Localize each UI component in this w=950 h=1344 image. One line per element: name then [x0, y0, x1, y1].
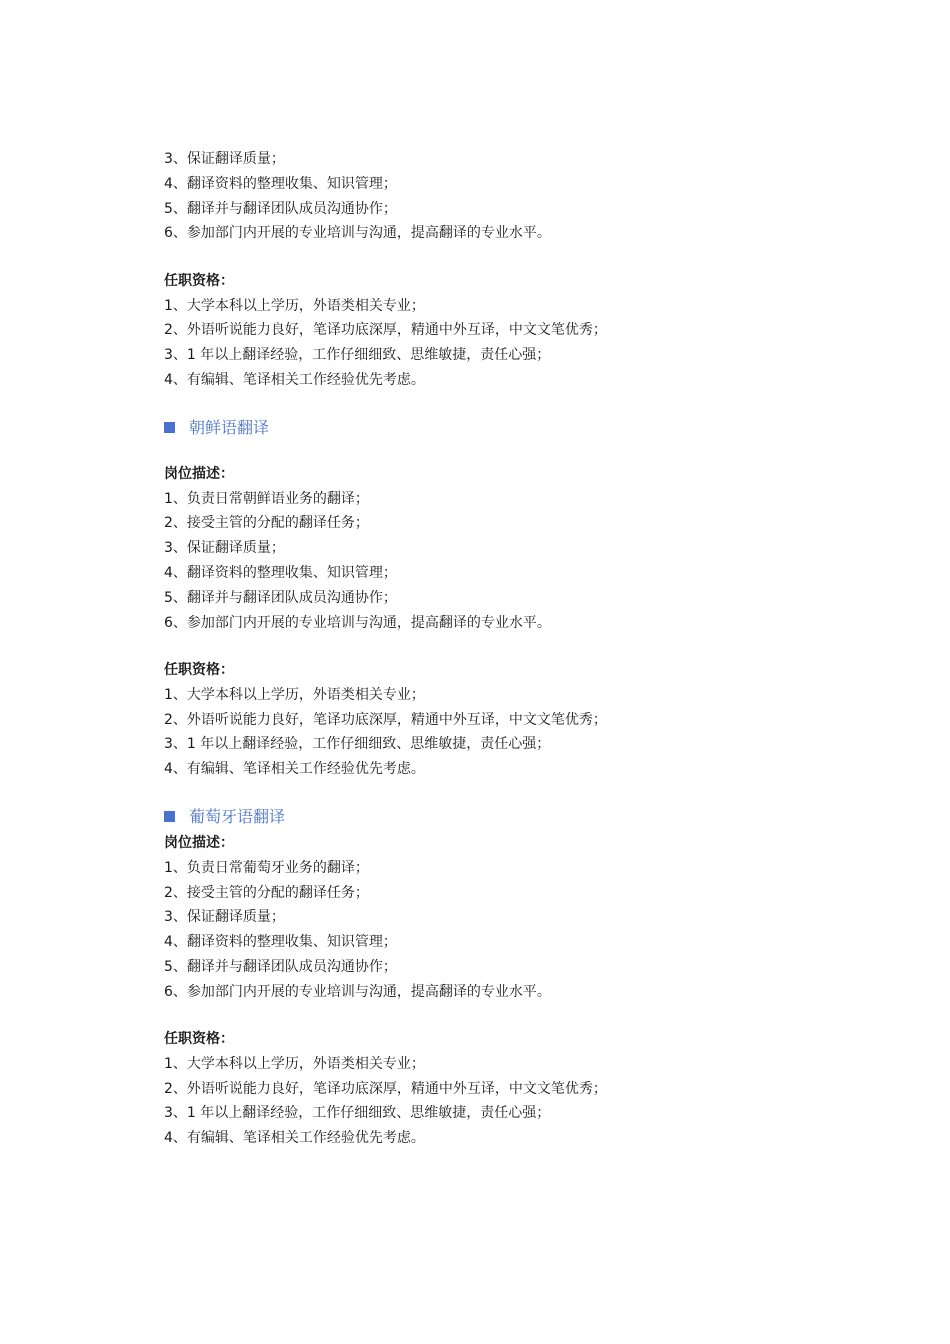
spacer [164, 1005, 864, 1028]
spacer [164, 782, 864, 803]
spacer [164, 442, 864, 462]
req-item: 2、外语听说能力良好，笔译功底深厚，精通中外互译，中文文笔优秀； [164, 711, 607, 728]
desc-item: 1、负责日常朝鲜语业务的翻译； [164, 490, 369, 507]
req-item: 1、大学本科以上学历，外语类相关专业； [164, 297, 425, 314]
req-item: 2、外语听说能力良好，笔译功底深厚，精通中外互译，中文文笔优秀； [164, 322, 607, 339]
desc-item: 3、保证翻译质量； [164, 909, 285, 926]
req-item: 1、大学本科以上学历，外语类相关专业； [164, 1055, 425, 1072]
desc-item: 5、翻译并与翻译团队成员沟通协作； [164, 589, 397, 606]
section-title: 朝鲜语翻译 [189, 417, 270, 437]
desc-item: 6、参加部门内开展的专业培训与沟通，提高翻译的专业水平。 [164, 614, 551, 631]
description-label: 岗位描述： [164, 465, 234, 482]
spacer [164, 393, 864, 414]
desc-item: 3、保证翻译质量； [164, 540, 285, 557]
section-korean-translator [164, 414, 864, 782]
requirements-label: 任职资格： [164, 661, 234, 678]
req-item: 2、外语听说能力良好，笔译功底深厚，精通中外互译，中文文笔优秀； [164, 1080, 607, 1097]
section-title: 葡萄牙语翻译 [189, 806, 286, 826]
spacer [164, 246, 864, 269]
document-page [164, 147, 864, 1151]
req-item: 1、大学本科以上学历，外语类相关专业； [164, 686, 425, 703]
section-heading [164, 803, 864, 831]
req-item: 3、1 年以上翻译经验，工作仔细细致、思维敏捷，责任心强； [164, 347, 551, 364]
req-item: 4、有编辑、笔译相关工作经验优先考虑。 [164, 761, 425, 778]
desc-item: 4、翻译资料的整理收集、知识管理； [164, 175, 397, 192]
req-item: 4、有编辑、笔译相关工作经验优先考虑。 [164, 371, 425, 388]
desc-item: 3、保证翻译质量； [164, 151, 285, 167]
req-item: 3、1 年以上翻译经验，工作仔细细致、思维敏捷，责任心强； [164, 736, 551, 753]
desc-item: 4、翻译资料的整理收集、知识管理； [164, 564, 397, 581]
desc-item: 1、负责日常葡萄牙业务的翻译； [164, 859, 369, 876]
requirements-label: 任职资格： [164, 272, 234, 289]
desc-item: 5、翻译并与翻译团队成员沟通协作； [164, 200, 397, 217]
desc-item: 2、接受主管的分配的翻译任务； [164, 884, 369, 901]
req-item: 4、有编辑、笔译相关工作经验优先考虑。 [164, 1130, 425, 1147]
requirements-label: 任职资格： [164, 1031, 234, 1048]
desc-item: 6、参加部门内开展的专业培训与沟通，提高翻译的专业水平。 [164, 225, 551, 242]
req-item: 3、1 年以上翻译经验，工作仔细细致、思维敏捷，责任心强； [164, 1105, 551, 1122]
section-heading [164, 414, 864, 442]
desc-item: 5、翻译并与翻译团队成员沟通协作； [164, 958, 397, 975]
section-continued [164, 147, 864, 393]
square-bullet-icon [164, 811, 175, 822]
spacer [164, 635, 864, 658]
desc-item: 2、接受主管的分配的翻译任务； [164, 515, 369, 532]
desc-item: 6、参加部门内开展的专业培训与沟通，提高翻译的专业水平。 [164, 983, 551, 1000]
desc-item: 4、翻译资料的整理收集、知识管理； [164, 934, 397, 951]
square-bullet-icon [164, 422, 175, 433]
section-portuguese-translator [164, 803, 864, 1151]
description-label: 岗位描述： [164, 834, 234, 851]
